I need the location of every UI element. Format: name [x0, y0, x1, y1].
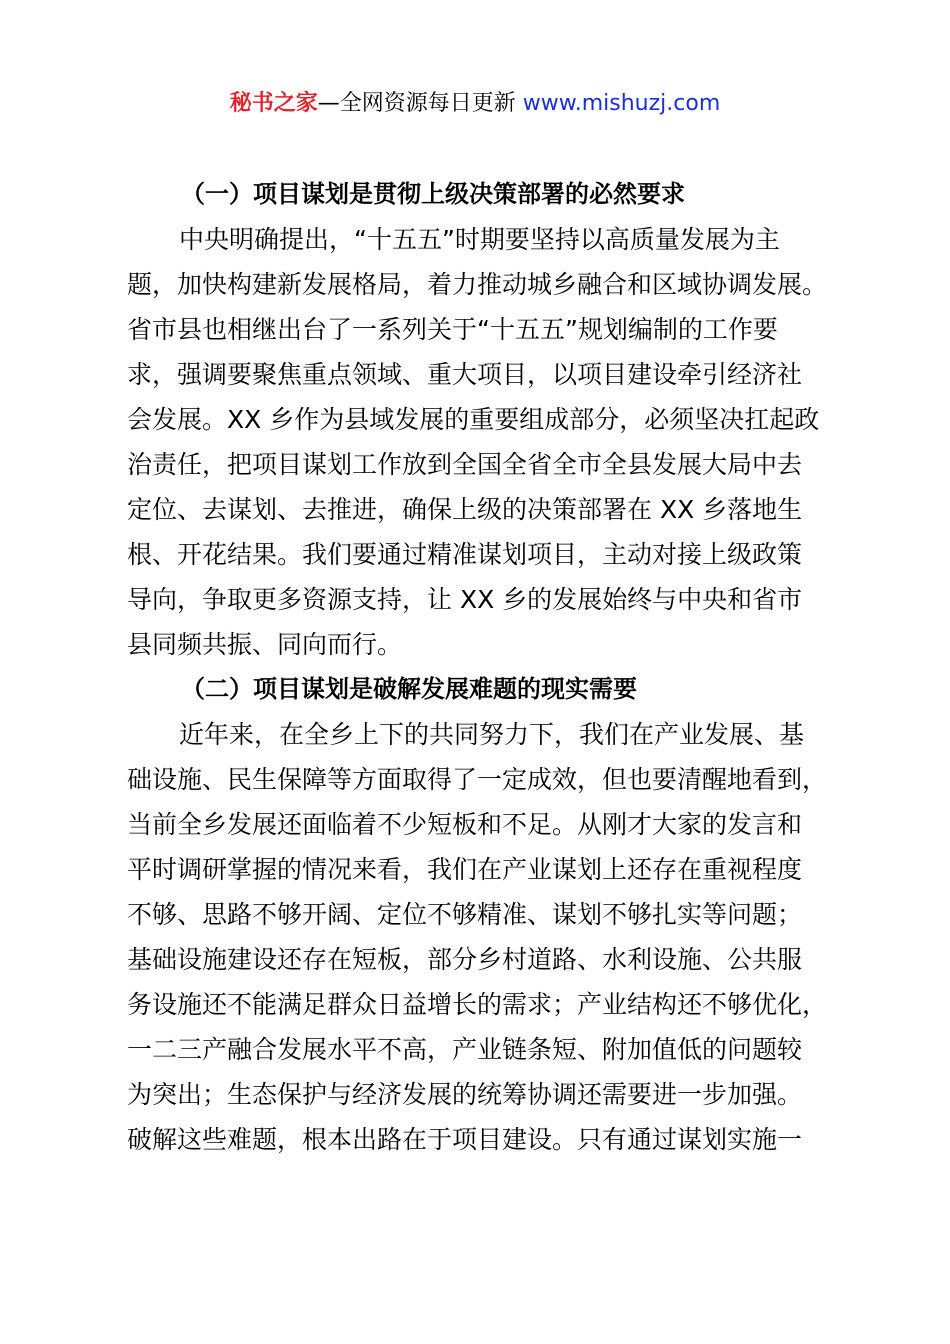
section-heading: （二）项目谋划是破解发展难题的现实需要: [181, 675, 637, 703]
page-header: [0, 86, 950, 122]
text-line: 当前全乡发展还面临着不少短板和不足。从刚才大家的发言和: [127, 810, 803, 839]
text-line: 中央明确提出，“十五五”时期要坚持以高质量发展为主: [179, 225, 780, 254]
text-line: 会发展。XX 乡作为县域发展的重要组成部分，必须坚决扛起政: [127, 405, 820, 434]
text-line: 求，强调要聚焦重点领域、重大项目，以项目建设牵引经济社: [127, 360, 803, 389]
text-line: 一二三产融合发展水平不高，产业链条短、附加值低的问题较: [127, 1035, 803, 1064]
text-line: 基础设施建设还存在短板，部分乡村道路、水利设施、公共服: [127, 945, 803, 974]
header-slogan: —全网资源每日更新: [317, 91, 523, 116]
text-line: 定位、去谋划、去推进，确保上级的决策部署在 XX 乡落地生: [127, 495, 803, 524]
website-link[interactable]: www.mishuzj.com: [522, 91, 721, 116]
text-line: 导向，争取更多资源支持，让 XX 乡的发展始终与中央和省市: [127, 585, 803, 614]
text-line: 为突出；生态保护与经济发展的统筹协调还需要进一步加强。: [127, 1080, 803, 1109]
text-line: 治责任，把项目谋划工作放到全国全省全市全县发展大局中去: [127, 450, 803, 479]
text-line: 近年来，在全乡上下的共同努力下，我们在产业发展、基: [179, 720, 805, 749]
text-line: 县同频共振、同向而行。: [127, 630, 403, 659]
text-line: 础设施、民生保障等方面取得了一定成效，但也要清醒地看到，: [127, 765, 828, 794]
text-line: 不够、思路不够开阔、定位不够精准、谋划不够扎实等问题；: [127, 900, 803, 929]
brand-name: 秘书之家: [229, 91, 318, 116]
text-line: 题，加快构建新发展格局，着力推动城乡融合和区域协调发展。: [127, 270, 828, 299]
text-line: 根、开花结果。我们要通过精准谋划项目，主动对接上级政策: [127, 540, 803, 569]
paragraph: [127, 712, 837, 1162]
text-line: 务设施还不能满足群众日益增长的需求；产业结构还不够优化，: [127, 990, 828, 1019]
text-line: 平时调研掌握的情况来看，我们在产业谋划上还存在重视程度: [127, 855, 803, 884]
section-heading: （一）项目谋划是贯彻上级决策部署的必然要求: [181, 180, 685, 208]
text-line: 省市县也相继出台了一系列关于“十五五”规划编制的工作要: [127, 315, 778, 344]
paragraph: [127, 217, 837, 667]
document-body: [127, 172, 837, 1162]
text-line: 破解这些难题，根本出路在于项目建设。只有通过谋划实施一: [127, 1125, 803, 1154]
